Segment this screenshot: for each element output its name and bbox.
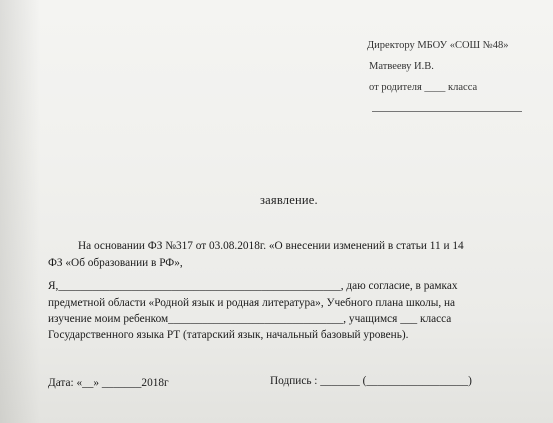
paragraph-1-line-1: На основании ФЗ №317 от 03.08.2018г. «О внесении изменений в статьи 11 и 14 xyxy=(78,240,464,252)
paragraph-2-line-3: изучение моим ребенком_______________________________, учащимся ___ класса xyxy=(48,313,452,325)
header-addressee: Директору МБОУ «СОШ №48» xyxy=(367,40,509,51)
header-name: Матвееву И.В. xyxy=(369,61,434,72)
paragraph-2-line-4: Государственного языка РТ (татарский язык, начальный базовый уровень). xyxy=(48,329,409,341)
paragraph-1-line-2: ФЗ «Об образовании в РФ», xyxy=(48,257,183,269)
document-title: заявление. xyxy=(260,193,318,207)
date-field: Дата: «__» _______2018г xyxy=(48,377,169,389)
header-blank-line xyxy=(372,111,522,112)
header-from-parent: от родителя ____ класса xyxy=(369,82,478,93)
page-shadow xyxy=(0,0,40,423)
paragraph-2-line-2: предметной области «Родной язык и родная литература», Учебного плана школы, на xyxy=(48,297,456,309)
signature-field: Подпись : _______ (__________________) xyxy=(270,375,472,387)
paragraph-2-line-1: Я,__________________________________________________, даю согласие, в рамках xyxy=(48,280,458,292)
